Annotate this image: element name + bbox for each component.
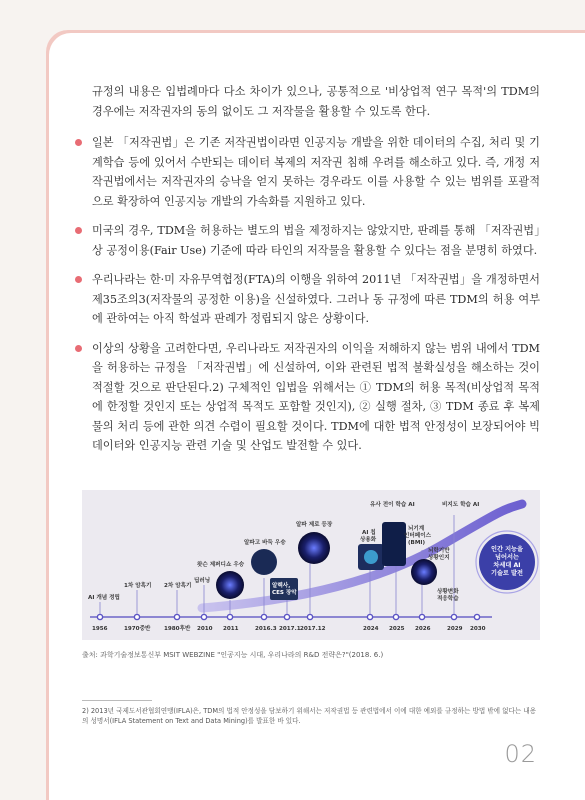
bullet-item-conclusion [82,339,540,456]
event-label: 비지도 학습 AI [442,502,480,508]
event-label: 뇌기계 [408,526,425,532]
year-dot [97,614,102,619]
event-label: 딥러닝 [194,578,211,584]
event-label: 알렉사, [272,583,291,589]
year-label: 1970중반 [124,626,151,632]
year-dot [227,614,232,619]
year-label: 2025 [389,626,405,632]
year-label: 2016.3 [255,626,277,632]
event-label: 적응학습 [437,596,459,602]
year-dot [134,614,139,619]
event-label: 왓슨 제퍼디쇼 우승 [197,562,245,568]
ai-chip-glow-icon [364,550,378,564]
alphazero-image-icon [298,532,330,564]
footnote: 2) 2013년 국제도서관협회연맹(IFLA)은, TDM의 법적 안정성을 담보하기 위해서는 저작권법 등 관련법에서 이에 대한 예외를 규정하는 방법 밖에 없다는 내용의 성명서(IFLA Statement on Text and Data Mining)를 발표한 바 있다. [82,707,537,725]
year-dot [201,614,206,619]
year-dot [474,614,479,619]
bullet-dot-icon [75,227,82,234]
brain-image-icon [411,559,437,585]
bullet-dot-icon [75,139,82,146]
year-label: 2026 [415,626,431,632]
ai-timeline-figure [82,490,540,640]
bullet-list [82,133,540,456]
event-label: (BMI) [408,540,426,546]
bullet-text: 이상의 상황을 고려한다면, 우리나라도 저작권자의 이익을 저해하지 않는 범위 내에서 TDM을 허용하는 규정을 「저작권법」에 신설하여, 이와 관련된 법적 불확실성을 해소하는 것이 적절할 것으로 판단된다.2) 구체적인 입법을 위해서는 ① TDM의 허용 목적(비상업적 목적에 한정할 것인지 또는 상업적 목적도 포함할 것인지), ② 실행 절차, ③ TDM 종료 후 복제물의 처리 등에 관한 의견 수렴이 필요할 것이다. TDM에 대한 법적 안정성이 보장되어야 빅데이터와 인공지능 관련 기술 및 산업도 발전할 수 있다. [92,341,540,452]
watson-image-icon [216,571,244,599]
event-label: 상황인지 [428,555,450,561]
alphago-image-icon [251,549,277,575]
event-label: CES 장악 [272,590,297,596]
event-label: 2차 암흑기 [164,583,192,589]
event-label: 상용화 [360,537,377,543]
event-label: 알파 제로 등장 [296,522,333,528]
event-label: 인터페이스 [404,533,432,539]
event-label: 유사 전이 학습 AI [370,502,415,508]
bullet-item-korea [82,270,540,329]
bullet-text: 일본 「저작권법」은 기존 저작권법이라면 인공지능 개발을 위한 데이터의 수집, 처리 및 기계학습 등에 있어서 수반되는 데이터 복제의 저작권 침해 우려를 해소하고 있다. 즉, 개정 저작권법에서는 저작권자의 승낙을 얻지 못하는 경우라도 이를 사용할 수 있는 범위를 포괄적으로 확장하여 인공지능 개발의 가속화를 지원하고 있다. [92,136,540,208]
year-label: 2017.12 [300,626,326,632]
year-dot [307,614,312,619]
year-dot [451,614,456,619]
year-dot [367,614,372,619]
bullet-item-japan [82,133,540,211]
timeline-svg [82,490,540,640]
year-dot [419,614,424,619]
footnote-divider [82,700,152,701]
bullet-text: 우리나라는 한·미 자유무역협정(FTA)의 이행을 위하여 2011년 「저작권법」을 개정하면서 제35조의3(저작물의 공정한 이용)을 신설하였다. 그러나 동 규정에 따른 TDM의 허용 여부에 관하여는 아직 학설과 판례가 정립되지 않은 상황이다. [92,273,540,325]
year-label: 2030 [470,626,486,632]
year-label: 2024 [363,626,379,632]
event-label: AI 칩 [362,530,376,536]
bullet-text: 미국의 경우, TDM을 허용하는 별도의 법을 제정하지는 않았지만, 판례를 통해 「저작권법」상 공정이용(Fair Use) 기준에 따라 타인의 저작물을 활용할 수 있다는 점을 분명히 하였다. [92,224,540,257]
year-label: 1956 [92,626,108,632]
year-dot [261,614,266,619]
year-label: 1980후반 [164,626,191,632]
bullet-dot-icon [75,345,82,352]
main-content [82,82,540,466]
bullet-item-usa [82,221,540,260]
year-label: 2010 [197,626,213,632]
bullet-dot-icon [75,276,82,283]
year-label: 2011 [223,626,239,632]
callout-line: 기술로 발전 [490,570,524,577]
bmi-image-icon [382,522,406,566]
event-label: 상황변화 [437,589,459,595]
figure-source: 출처: 과학기술정보통신부 MSIT WEBZINE "인공지능 시대, 우리나라의 R&D 전략은?"(2018. 6.) [82,651,384,659]
page-number: 02 [504,740,537,768]
year-label: 2029 [447,626,463,632]
event-label: 뇌학기반 [428,548,450,554]
year-dot [393,614,398,619]
event-label: AI 개념 정립 [88,595,120,601]
callout-line: 차세대 AI [493,562,521,569]
year-dot [174,614,179,619]
callout-line: 넘어서는 [495,554,519,561]
lead-paragraph: 규정의 내용은 입법례마다 다소 차이가 있으나, 공통적으로 '비상업적 연구 목적'의 TDM의 경우에는 저작권자의 동의 없이도 그 저작물을 활용할 수 있도록 한다. [92,85,540,118]
year-dot [284,614,289,619]
event-label: 1차 암흑기 [124,583,152,589]
alexa-image-icon [270,578,298,600]
callout-line: 인간 지능을 [490,546,524,553]
event-label: 알파고 바둑 우승 [244,540,286,546]
year-label: 2017.1 [279,626,301,632]
